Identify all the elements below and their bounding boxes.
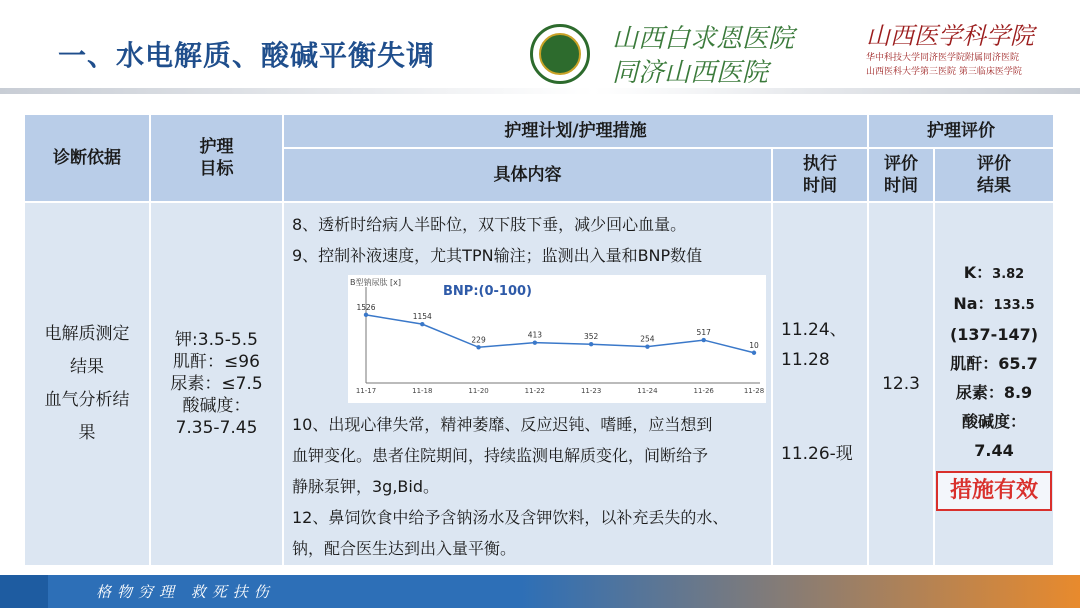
diagnosis-line: 血气分析结	[44, 390, 130, 410]
measure-12-line1: 12、鼻饲饮食中给予含钠汤水及含钾饮料，以补充丢失的水、	[292, 508, 729, 527]
bnp-point	[752, 351, 756, 355]
header-goal: 护理 目标	[150, 114, 283, 202]
bnp-data-label: 1154	[412, 312, 432, 322]
header-eval-time: 评价 时间	[868, 148, 934, 202]
goal-ph-range: 7.35-7.45	[175, 418, 258, 438]
measure-8: 8、透析时给病人半卧位，双下肢下垂，减少回心血量。	[292, 215, 687, 234]
hospital-seal-logo	[530, 24, 590, 84]
header-evaluation: 护理评价	[868, 114, 1054, 148]
header-divider	[0, 88, 1080, 94]
bnp-data-label: 10	[749, 340, 759, 350]
verdict-badge: 措施有效	[936, 471, 1052, 511]
exec-time-cell	[772, 202, 868, 566]
exec-time-2: 11.28	[781, 350, 830, 370]
x-tick-label: 11-18	[412, 387, 433, 395]
bnp-point	[533, 340, 537, 344]
goal-potassium: 钾:3.5-5.5	[175, 330, 258, 350]
hospital-logo-line2: 同济山西医院	[612, 58, 769, 88]
x-tick-label: 11-22	[524, 387, 546, 395]
eval-sodium-range: (137-147)	[949, 324, 1039, 344]
bnp-data-label: 1526	[356, 302, 376, 312]
bnp-point	[364, 313, 368, 317]
bnp-chart	[348, 275, 766, 403]
bnp-data-label: 352	[583, 332, 599, 342]
bnp-point	[589, 342, 593, 346]
eval-result-cell	[934, 202, 1054, 566]
measure-9: 9、控制补液速度，尤其TPN输注；监测出入量和BNP数值	[292, 246, 703, 265]
potassium-label: K：	[963, 262, 993, 282]
bnp-point	[645, 344, 649, 348]
x-tick-label: 11-20	[468, 387, 489, 395]
academy-logo-line3: 山西医科大学第三医院 第三临床医学院	[866, 67, 1022, 77]
bnp-point	[702, 338, 706, 342]
header-diagnosis: 诊断依据	[24, 114, 150, 202]
bnp-data-label: 254	[640, 334, 655, 344]
eval-time-cell: 12.3	[868, 202, 934, 566]
bnp-data-label: 413	[527, 330, 543, 340]
bnp-point	[476, 345, 480, 349]
eval-creatinine: 肌酐：65.7	[950, 353, 1038, 373]
academy-logo-line2: 华中科技大学同济医学院附属同济医院	[866, 53, 1020, 63]
academy-logo-line1: 山西医学科学院	[866, 22, 1034, 50]
nursing-table	[24, 114, 1054, 566]
goal-ph-label: 酸碱度：	[182, 396, 251, 416]
chart-title: BNP:(0-100)	[443, 284, 532, 299]
x-tick-label: 11-26	[693, 387, 714, 395]
y-axis-label: B型钠尿肽 [x]	[350, 278, 402, 287]
footer-motto: 格物穷理 救死扶伤	[96, 583, 275, 601]
diagnosis-line: 结果	[70, 357, 104, 377]
bnp-data-label: 229	[471, 335, 486, 345]
header-content: 具体内容	[283, 148, 772, 202]
footer-bar	[0, 575, 1080, 608]
header-plan: 护理计划/护理措施	[283, 114, 868, 148]
page-title: 一、水电解质、酸碱平衡失调	[58, 39, 436, 72]
measure-10-line3: 静脉泵钾，3g,Bid。	[292, 477, 440, 496]
potassium-value: 3.82	[992, 266, 1025, 282]
x-tick-label: 11-28	[743, 387, 765, 395]
measure-12-line2: 钠，配合医生达到出入量平衡。	[292, 539, 517, 558]
x-tick-label: 11-23	[580, 387, 602, 395]
x-tick-label: 11-24	[637, 387, 658, 395]
sodium-label: Na：	[953, 293, 994, 313]
eval-potassium	[964, 258, 1024, 289]
content-cell	[283, 202, 772, 566]
bnp-chart-svg	[348, 275, 766, 403]
exec-time-1: 11.24、	[781, 320, 847, 340]
exec-time-3: 11.26-现	[781, 444, 853, 464]
diagnosis-line: 果	[78, 423, 96, 443]
bnp-point	[420, 322, 424, 326]
x-tick-label: 11-17	[355, 387, 377, 395]
measure-10-line1: 10、出现心律失常，精神萎靡、反应迟钝、嗜睡，应当想到	[292, 415, 713, 434]
diagnosis-cell	[24, 202, 150, 566]
goal-creatinine: 肌酐：≤96	[173, 352, 260, 372]
header-eval-result: 评价 结果	[934, 148, 1054, 202]
diagnosis-line: 电解质测定	[44, 324, 130, 344]
measure-10-line2: 血钾变化。患者住院期间，持续监测电解质变化，间断给予	[292, 446, 709, 465]
eval-ph-value: 7.44	[974, 440, 1014, 460]
eval-urea: 尿素：8.9	[955, 382, 1033, 402]
eval-sodium	[953, 289, 1034, 320]
sodium-value: 133.5	[993, 297, 1035, 313]
bnp-data-label: 517	[696, 328, 711, 338]
hospital-logo-line1: 山西白求恩医院	[612, 24, 795, 54]
eval-ph-label: 酸碱度：	[961, 411, 1026, 431]
goal-urea: 尿素：≤7.5	[170, 374, 263, 394]
goal-cell	[150, 202, 283, 566]
footer-accent	[0, 575, 48, 608]
header-exec-time: 执行 时间	[772, 148, 868, 202]
